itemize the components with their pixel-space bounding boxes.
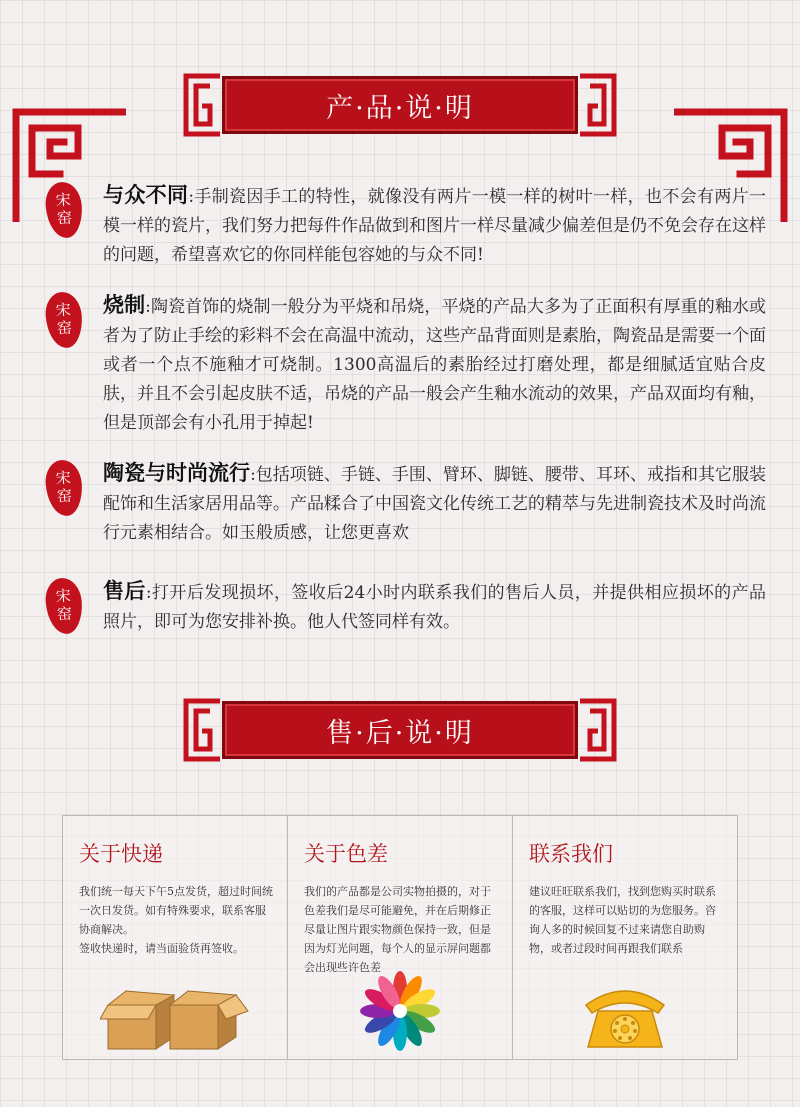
section-body: :手制瓷因手工的特性，就像没有两片一模一样的树叶一样，也不会有两片一模一样的瓷片，我们努力把每件作品做到和图片一样尽量减少偏差但是仍不免会存在这样的问题，希望喜欢它的你同样能包容她的与众不同! <box>103 187 766 265</box>
panel-text: 我们的产品都是公司实物拍摄的，对于色差我们是尽可能避免，并在后期修正尽量让图片跟实物颜色保持一致，但是因为灯光问题，每个人的显示屏问题都会出现些许色差 <box>304 885 491 974</box>
song-kiln-seal: 宋 窑 <box>44 459 84 517</box>
section-heading: 与众不同 <box>103 182 189 207</box>
section-text <box>103 180 766 270</box>
rotary-phone-icon <box>580 983 670 1053</box>
product-description-banner <box>182 72 618 138</box>
fret-ornament-right <box>578 72 618 138</box>
panel-text: 建议旺旺联系我们，找到您购买时联系的客服，这样可以贴切的为您服务。咨询人多的时候回复不过来请您自助购物，或者过段时间再跟我们联系 <box>529 885 716 955</box>
section-text <box>103 576 766 637</box>
section-text <box>103 290 766 438</box>
section-body: :包括项链、手链、手围、臂环、脚链、腰带、耳环、戒指和其它服装配饰和生活家居用品等。产品糅合了中国瓷文化传统工艺的精萃与先进制瓷技术及时尚流行元素相结合。如玉般质感，让您更喜欢 <box>103 465 767 543</box>
section-body: :打开后发现损坏，签收后24小时内联系我们的售后人员，并提供相应损坏的产品照片，即可为您安排补换。他人代签同样有效。 <box>103 583 767 632</box>
section-heading: 陶瓷与时尚流行 <box>103 460 251 485</box>
fret-ornament-left <box>182 72 222 138</box>
song-kiln-seal: 宋 窑 <box>44 181 84 239</box>
section-after-sales <box>46 576 766 637</box>
panel-shipping <box>63 816 288 1059</box>
section-uniqueness <box>46 180 766 270</box>
after-sales-banner-plaque <box>222 701 578 759</box>
panel-color-difference <box>288 816 513 1059</box>
section-heading: 烧制 <box>103 292 146 317</box>
panel-title: 联系我们 <box>529 842 613 866</box>
panel-contact-us <box>513 816 737 1059</box>
section-heading: 售后 <box>103 578 146 603</box>
section-body: :陶瓷首饰的烧制一般分为平烧和吊烧，平烧的产品大多为了正面积有厚重的釉水或者为了防止手绘的彩料不会在高温中流动，这些产品背面则是素胎，陶瓷品是需要一个面或者一个点不施釉才可烧制。1300高温后的素胎经过打磨处理，都是细腻适宜贴合皮肤，并且不会引起皮肤不适，吊烧的产品一般会产生釉水流动的效果，产品双面均有釉，但是顶部会有小孔用于掉起! <box>103 297 766 433</box>
product-banner-plaque <box>222 76 578 134</box>
song-kiln-seal: 宋 窑 <box>44 577 84 635</box>
panel-title: 关于快递 <box>79 842 163 866</box>
after-sales-banner <box>182 697 618 763</box>
section-ceramics-fashion <box>46 458 766 548</box>
fret-ornament-left <box>182 697 222 763</box>
cardboard-boxes-icon <box>100 975 250 1053</box>
product-title: 产·品·说·明 <box>326 92 474 124</box>
after-sales-title: 售·后·说·明 <box>326 717 474 749</box>
section-text <box>103 458 766 548</box>
color-wheel-icon <box>358 969 442 1053</box>
panel-text: 签收快递时，请当面验货再签收。 <box>79 942 244 955</box>
service-panels <box>62 815 738 1060</box>
section-firing <box>46 290 766 438</box>
panel-title: 关于色差 <box>304 842 388 866</box>
panel-text: 我们统一每天下午5点发货，超过时间统一次日发货。如有特殊要求，联系客服协商解决。 <box>79 885 273 936</box>
fret-ornament-right <box>578 697 618 763</box>
song-kiln-seal: 宋 窑 <box>44 291 84 349</box>
